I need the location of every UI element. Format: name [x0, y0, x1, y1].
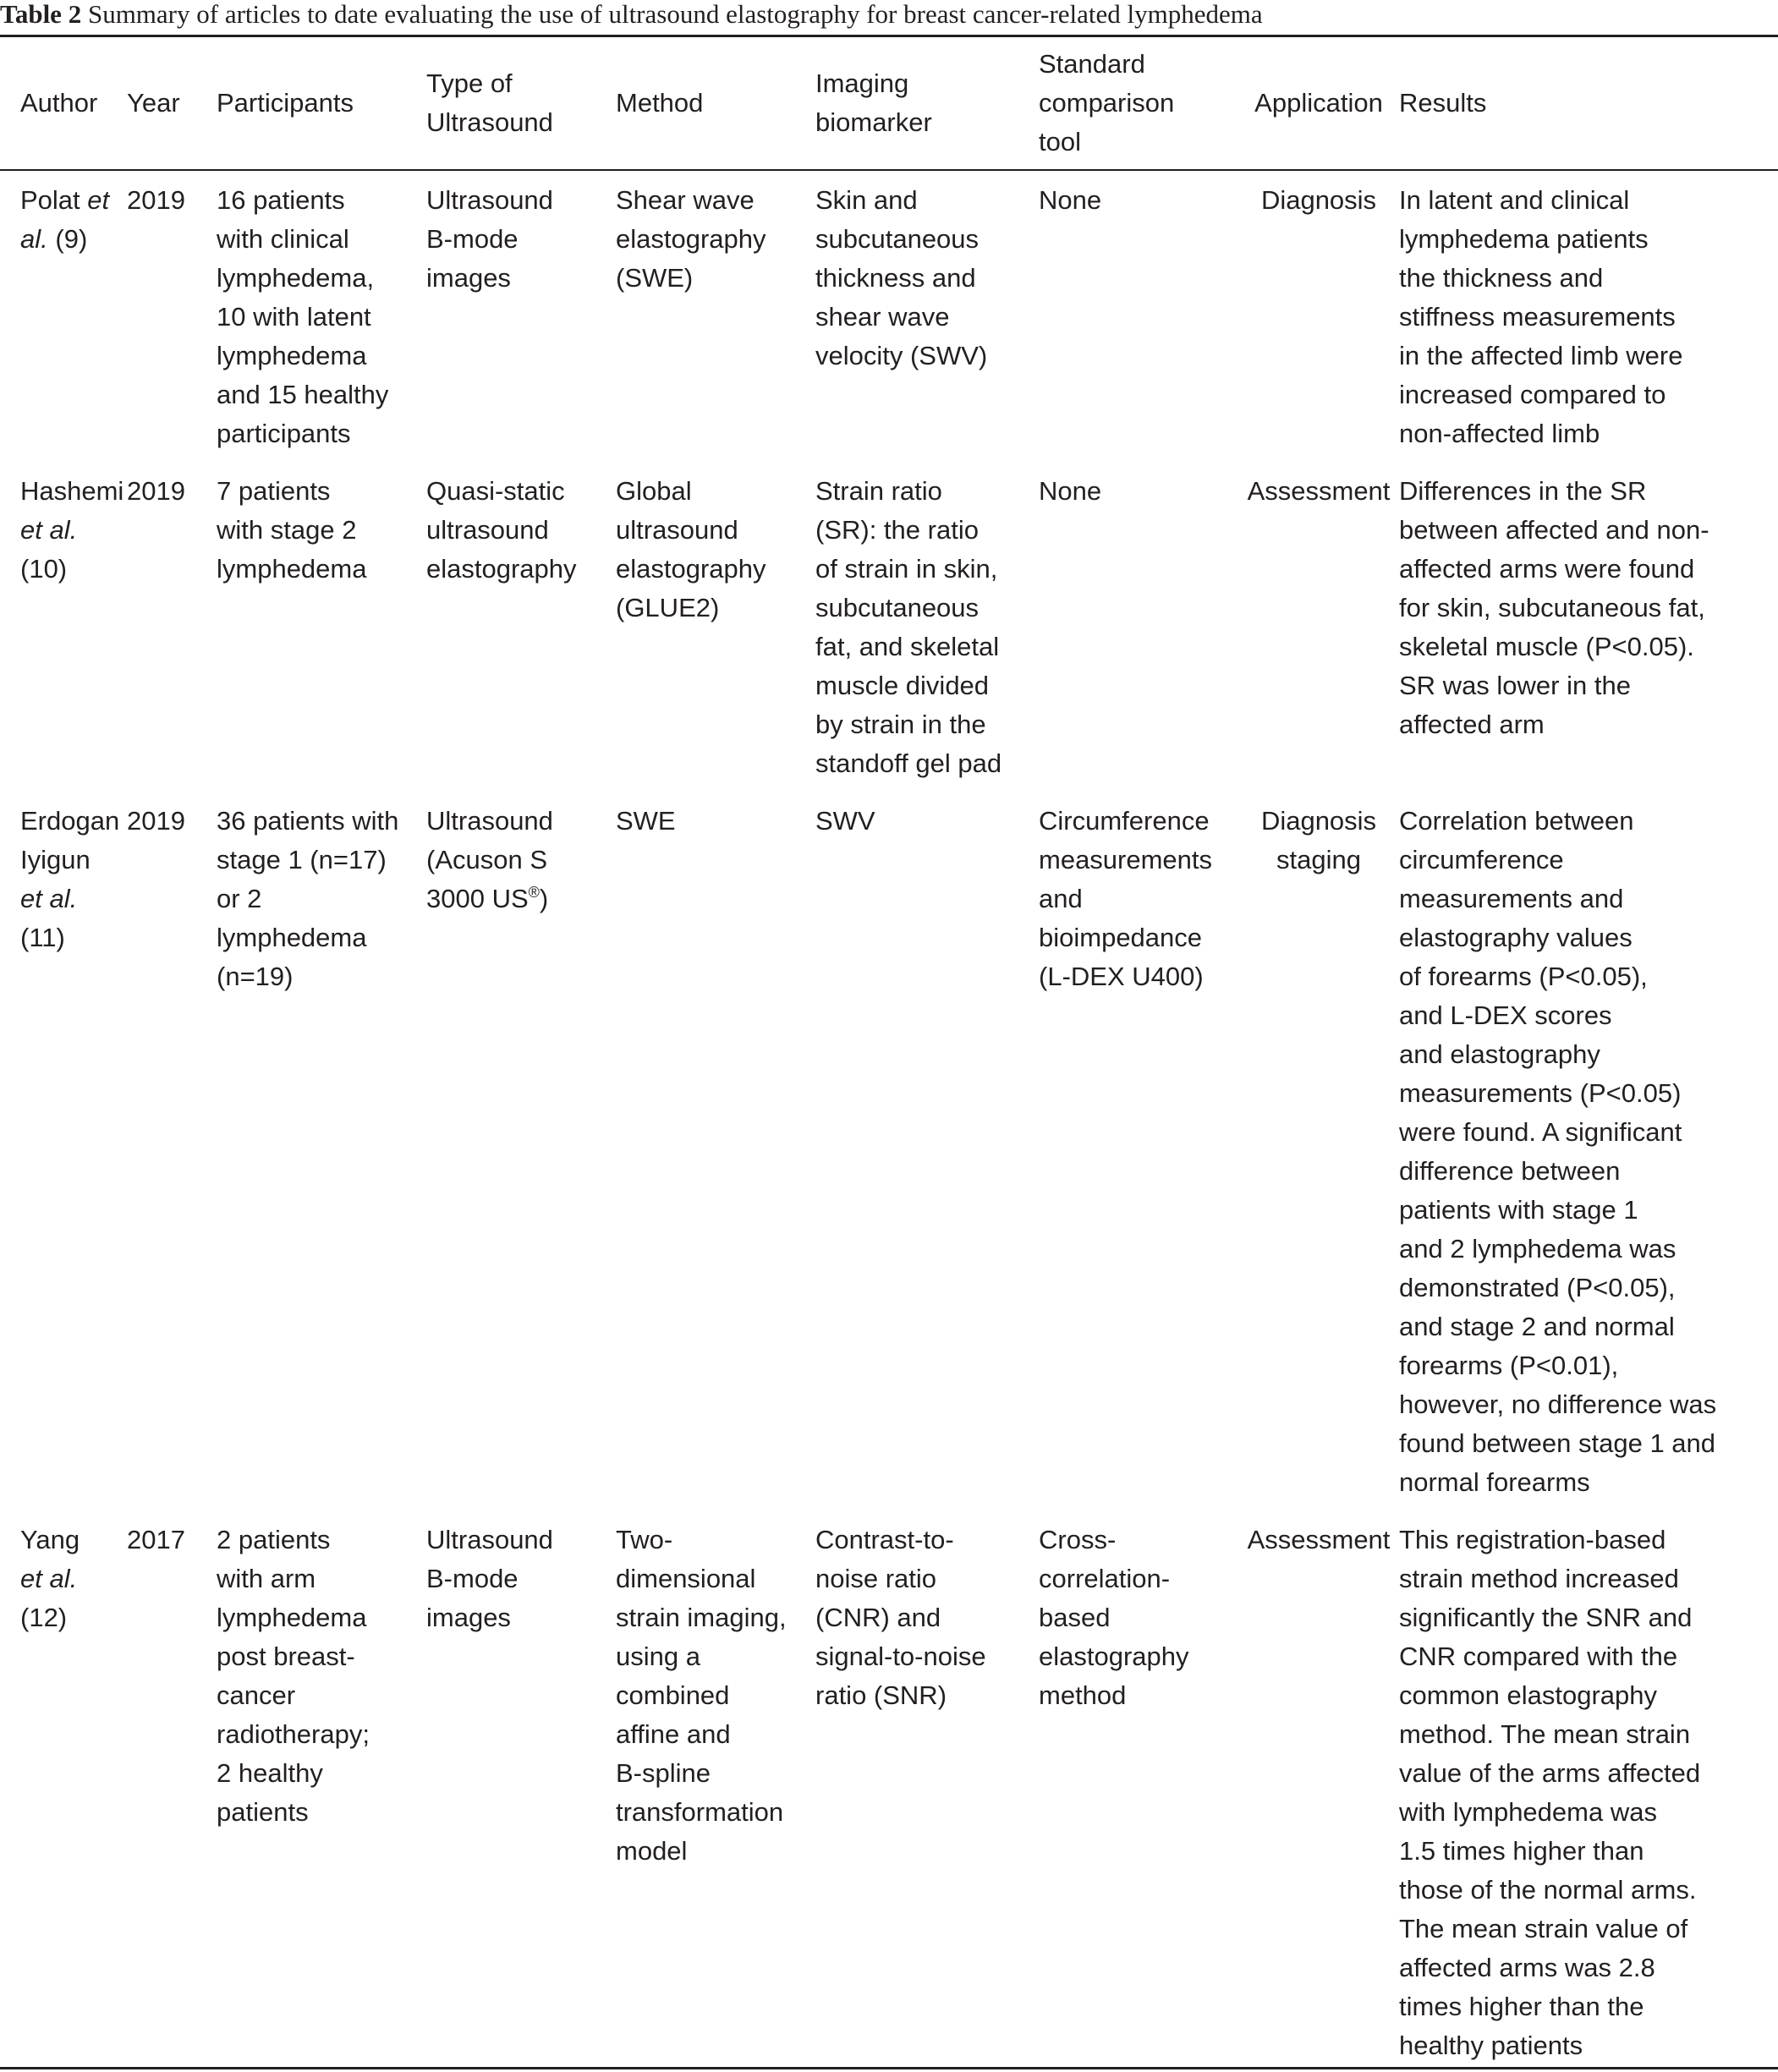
cell-participants: 16 patients with clinical lymphedema, 10 with latent lymphedema and 15 healthy participants [217, 185, 389, 448]
table-row [0, 790, 1778, 1509]
cell-method: Shear wave elastography (SWE) [616, 185, 766, 293]
cell-application: Assessment [1247, 476, 1391, 506]
cell-type: Ultrasound B-mode images [426, 1525, 553, 1632]
cell-application: Assessment [1247, 1525, 1391, 1554]
cell-method: SWE [616, 806, 676, 836]
cell-author: Erdogan Iyigun et al. (11) [20, 806, 120, 952]
cell-standard: None [1039, 476, 1102, 506]
table-row [0, 169, 1778, 460]
cell-results: This registration-based strain method increased significantly the SNR and CNR compared with the common elastography method. The mean strain value of the arms affected with lymphedema was 1.5 times higher than those of the normal arms. The mean strain value of affected arms was 2.8 times higher than the healthy patients [1399, 1525, 1701, 2060]
cell-author: Hashemi et al. (10) [20, 476, 124, 584]
cell-method: Global ultrasound elastography (GLUE2) [616, 476, 766, 622]
table-caption-label: Table 2 [0, 0, 82, 29]
cell-biomarker: Strain ratio (SR): the ratio of strain in skin, subcutaneous fat, and skeletal muscle divided by strain in the standoff gel pad [815, 476, 1002, 778]
table-caption [0, 0, 1778, 32]
cell-year: 2017 [127, 1525, 185, 1554]
cell-type: Ultrasound B-mode images [426, 185, 553, 293]
header-year: Year [127, 88, 180, 118]
cell-results: Differences in the SR between affected and non- affected arms were found for skin, subcutaneous fat, skeletal muscle (P<0.05). SR was lower in the affected arm [1399, 476, 1709, 739]
header-type: Type of Ultrasound [426, 69, 553, 137]
cell-biomarker: Skin and subcutaneous thickness and shear wave velocity (SWV) [815, 185, 988, 370]
header-biomarker: Imaging biomarker [815, 69, 932, 137]
cell-type: Ultrasound (Acuson S 3000 US®) [426, 806, 553, 913]
cell-application: Diagnosis [1260, 185, 1377, 215]
table-caption-text: Summary of articles to date evaluating the use of ultrasound elastography for breast cancer-related lymphedema [87, 0, 1263, 29]
cell-year: 2019 [127, 476, 185, 506]
header-application: Application [1254, 88, 1383, 118]
cell-year: 2019 [127, 806, 185, 836]
header-standard: Standard comparison tool [1039, 49, 1175, 156]
cell-participants: 2 patients with arm lymphedema post breast- cancer radiotherapy; 2 healthy patients [217, 1525, 370, 1827]
cell-results: Correlation between circumference measurements and elastography values of forearms (P<0.05), and L-DEX scores and elastography measurements (P<0.05) were found. A significant difference between patients with stage 1 and 2 lymphedema was demonstrated (P<0.05), and stage 2 and normal forearms (P<0.01), however, no difference was found between stage 1 and normal forearms [1399, 806, 1717, 1497]
cell-results: In latent and clinical lymphedema patients the thickness and stiffness measurements in the affected limb were increased compared to non-affected limb [1399, 185, 1683, 448]
cell-standard: Cross- correlation- based elastography method [1039, 1525, 1189, 1710]
cell-standard: None [1039, 185, 1102, 215]
cell-participants: 36 patients with stage 1 (n=17) or 2 lymphedema (n=19) [217, 806, 399, 991]
registered-mark: ® [528, 884, 540, 901]
cell-application: Diagnosis staging [1260, 806, 1377, 874]
header-results: Results [1399, 88, 1487, 118]
table-row [0, 1509, 1778, 2072]
cell-author: Polat et al. (9) [20, 185, 110, 254]
table-row [0, 460, 1778, 790]
header-author: Author [20, 88, 98, 118]
header-row [0, 37, 1778, 169]
header-participants: Participants [217, 88, 354, 118]
cell-standard: Circumference measurements and bioimpedance (L-DEX U400) [1039, 806, 1213, 991]
cell-year: 2019 [127, 185, 185, 215]
cell-participants: 7 patients with stage 2 lymphedema [217, 476, 367, 584]
header-method: Method [616, 88, 704, 118]
cell-author: Yang et al. (12) [20, 1525, 80, 1632]
cell-type: Quasi-static ultrasound elastography [426, 476, 577, 584]
cell-biomarker: SWV [815, 806, 875, 836]
cell-biomarker: Contrast-to- noise ratio (CNR) and signal-to-noise ratio (SNR) [815, 1525, 986, 1710]
summary-table [0, 37, 1778, 2072]
cell-method: Two- dimensional strain imaging, using a combined affine and B-spline transformation model [616, 1525, 787, 1866]
